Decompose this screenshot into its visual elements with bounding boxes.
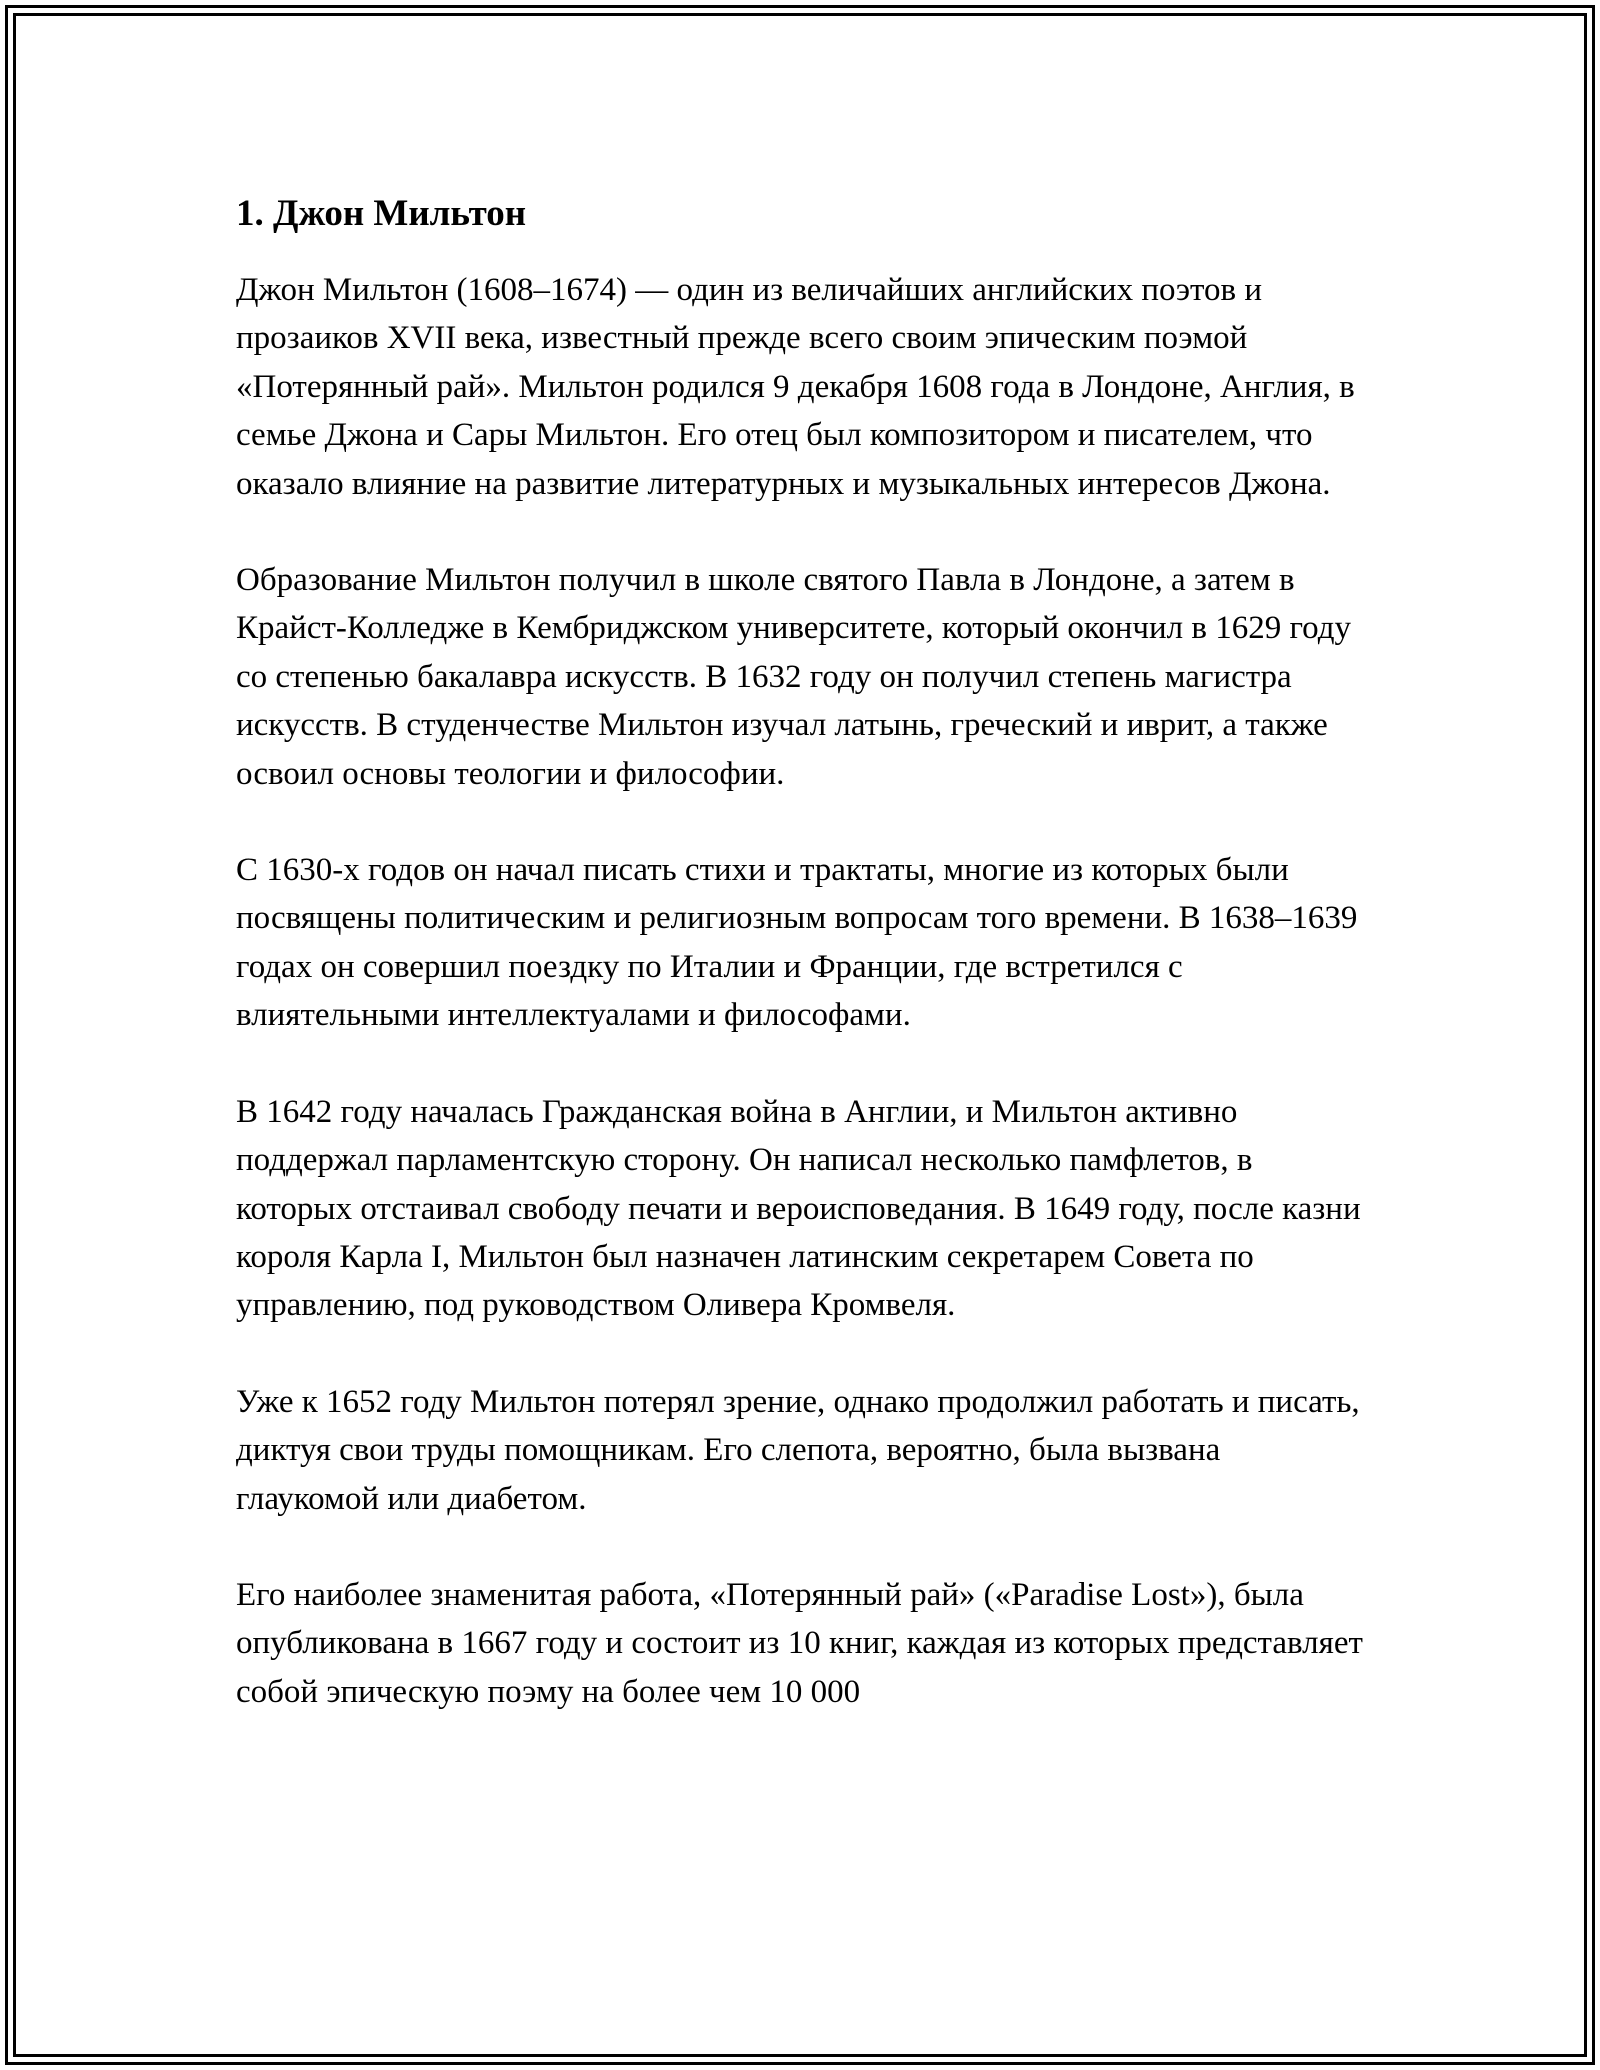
paragraph-education: Образование Мильтон получил в школе святого Павла в Лондоне, а затем в Крайст-Колледже в Кембриджском университете, который окончил в 1629 году со степенью бакалавра искусств. В 1632 году он получил степень магистра искусств. В студенчестве Мильтон изучал латынь, греческий и иврит, а также освоил основы теологии и философии. — [236, 562, 1351, 792]
document-body — [236, 188, 1366, 1764]
paragraph-early-writing: С 1630-х годов он начал писать стихи и трактаты, многие из которых были посвящены политическим и религиозным вопросам того времени. В 1638–1639 годах он совершил поездку по Италии и Франции, где встретился с влиятельными интеллектуалами и философами. — [236, 852, 1358, 1034]
section-heading: 1. Джон Мильтон — [236, 193, 527, 234]
paragraph-civil-war: В 1642 году началась Гражданская война в Англии, и Мильтон активно поддержал парламентскую сторону. Он написал несколько памфлетов, в которых отстаивал свободу печати и вероисповедания. В 1649 году, после казни короля Карла I, Мильтон был назначен латинским секретарем Совета по управлению, под руководством Оливера Кромвеля. — [236, 1093, 1361, 1324]
paragraph-biography-intro: Джон Мильтон (1608–1674) — один из величайших английских поэтов и прозаиков XVII века, известный прежде всего своим эпическим поэмой «Потерянный рай». Мильтон родился 9 декабря 1608 года в Лондоне, Англия, в семье Джона и Сары Мильтон. Его отец был композитором и писателем, что оказало влияние на развитие литературных и музыкальных интересов Джона. — [236, 272, 1355, 502]
paragraph-paradise-lost: Его наиболее знаменитая работа, «Потерянный рай» («Paradise Lost»), была опубликована в 1667 году и состоит из 10 книг, каждая из которых представляет собой эпическую поэму на более чем 10 000 — [236, 1576, 1363, 1710]
paragraph-blindness: Уже к 1652 году Мильтон потерял зрение, однако продолжил работать и писать, диктуя свои труды помощникам. Его слепота, вероятно, была вызвана глаукомой или диабетом. — [236, 1383, 1360, 1517]
